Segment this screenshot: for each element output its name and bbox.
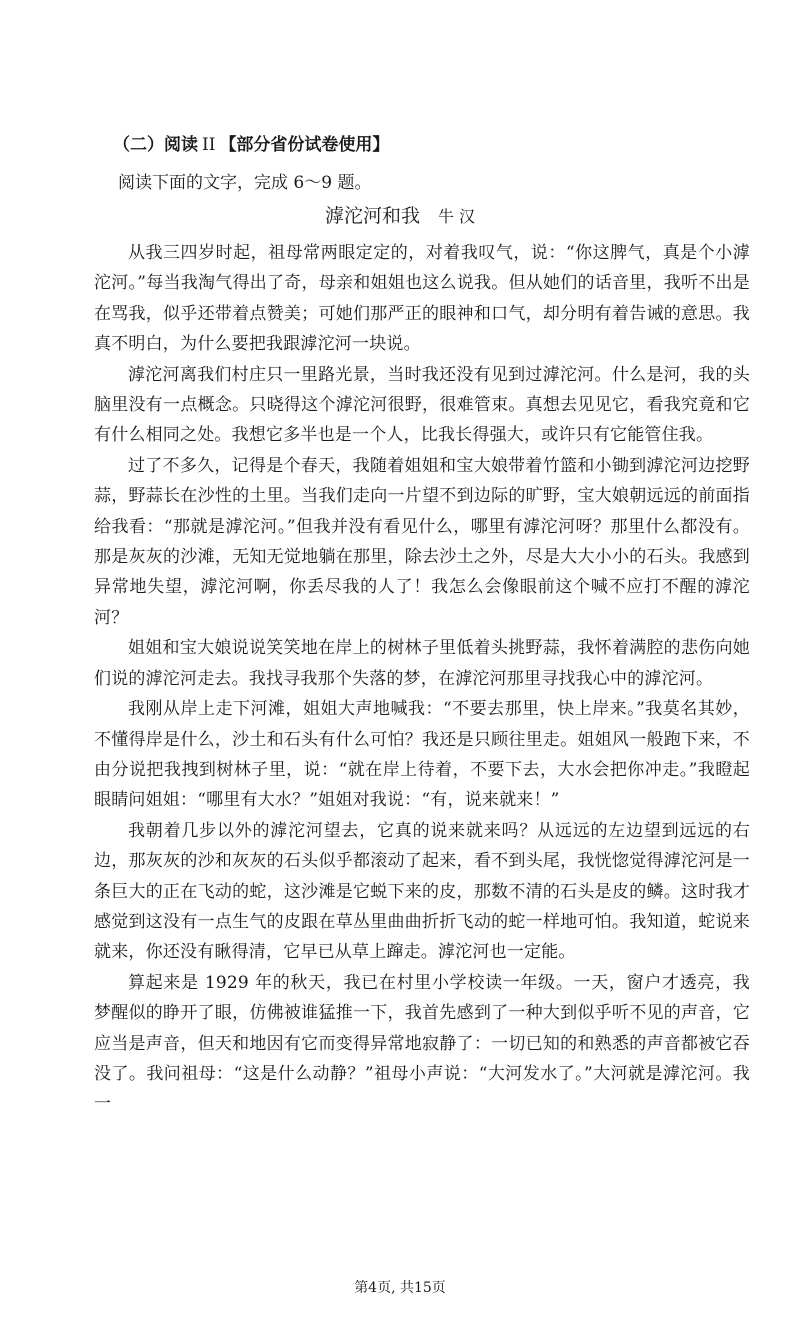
section-separator: II [202,135,216,155]
article-author: 牛 汉 [437,207,476,226]
usage-note: 【部分省份试卷使用】 [219,135,390,155]
reading-instruction: 阅读下面的文字，完成 6～9 题。 [118,173,372,193]
article-title: 滹沱河和我 [324,205,420,227]
paragraph-2: 滹沱河离我们村庄只一里路光景，当时我还没有见到过滹沱河。什么是河，我的头脑里没有一点概念。只晓得这个滹沱河很野，很难管束。真想去见见它，看我究竟和它有什么相同之处。我想它多半也是一个人，比我长得强大，或许只有它能管住我。 [94,364,750,446]
article-body [94,238,750,1120]
page-number: 第4页, 共15页 [354,1280,446,1296]
paragraph-3: 过了不多久，记得是个春天，我随着姐姐和宝大娘带着竹篮和小锄到滹沱河边挖野蒜，野蒜长在沙性的土里。当我们走向一片望不到边际的旷野，宝大娘朝远远的前面指给我看：“那就是滹沱河。”但我并没有看见什么，哪里有滹沱河呀？那里什么都没有。那是灰灰的沙滩，无知无觉地躺在那里，除去沙土之外，尽是大大小小的石头。我感到异常地失望，滹沱河啊，你丢尽我的人了！我怎么会像眼前这个喊不应打不醒的滹沱河？ [94,455,750,628]
paragraph-1: 从我三四岁时起，祖母常两眼定定的，对着我叹气，说：“你这脾气，真是个小滹沱河。”每当我淘气得出了奇，母亲和姐姐也这么说我。但从她们的话音里，我听不出是在骂我，似乎还带着点赞美；可她们那严正的眼神和口气，却分明有着告诫的意思。我真不明白，为什么要把我跟滹沱河一块说。 [94,243,750,355]
paragraph-4: 姐姐和宝大娘说说笑笑地在岸上的树林子里低着头挑野蒜，我怀着满腔的悲伤向她们说的滹沱河走去。我找寻我那个失落的梦，在滹沱河那里寻找我心中的滹沱河。 [94,638,750,689]
article-title-line [0,203,800,230]
section-label: （二）阅读 [113,135,198,155]
section-header [113,133,389,157]
paragraph-6: 我朝着几步以外的滹沱河望去，它真的说来就来吗？从远远的左边望到远远的右边，那灰灰的沙和灰灰的石头似乎都滚动了起来，看不到头尾，我恍惚觉得滹沱河是一条巨大的正在飞动的蛇，这沙滩是它蜕下来的皮，那数不清的石头是皮的鳞。这时我才感觉到这没有一点生气的皮跟在草丛里曲曲折折飞动的蛇一样地可怕。我知道，蛇说来就来，你还没有瞅得清，它早已从草上蹿走。滹沱河也一定能。 [94,820,750,963]
paragraph-7: 算起来是 1929 年的秋天，我已在村里小学校读一年级。一天，窗户才透亮，我梦醒似的睁开了眼，仿佛被谁猛推一下，我首先感到了一种大到似乎听不见的声音，它应当是声音，但天和地因有它而变得异常地寂静了：一切已知的和熟悉的声音都被它吞没了。我问祖母：“这是什么动静？”祖母小声说：“大河发水了。”大河就是滹沱河。我一 [94,972,750,1115]
paragraph-5: 我刚从岸上走下河滩，姐姐大声地喊我：“不要去那里，快上岸来。”我莫名其妙，不懂得岸是什么，沙土和石头有什么可怕？我还是只顾往里走。姐姐风一般跑下来，不由分说把我拽到树林子里，说：“就在岸上待着，不要下去，大水会把你冲走。”我瞪起眼睛问姐姐：“哪里有大水？”姐姐对我说：“有，说来就来！” [94,699,750,811]
